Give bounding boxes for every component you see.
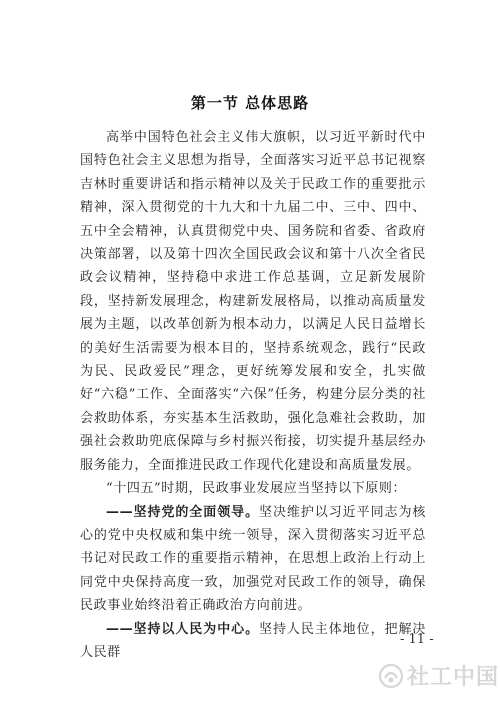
principle-heading: ——坚持以人民为中心。	[106, 621, 260, 637]
paragraph-principle-party-leadership: ——坚持党的全面领导。坚决维护以习近平同志为核心的党中央权威和集中统一领导，深入贯彻落实习近平总书记对民政工作的重要指示精神，在思想上政治上行动上同党中央保持高度一致，加强党对民政工作的领导，确保民政事业始终沿着正确政治方向前进。	[80, 504, 426, 614]
paragraph-guiding-ideology: 高举中国特色社会主义伟大旗帜，以习近平新时代中国特色社会主义思想为指导，全面落实习近平总书记视察吉林时重要讲话和指示精神以及关于民政工作的重要批示精神，深入贯彻党的十九大和十九届二中、三中、四中、五中全会精神，认真贯彻党中央、国务院和省委、省政府决策部署，以及第十四次全国民政会议和第十八次全省民政会议精神，坚持稳中求进工作总基调，立足新发展阶段，坚持新发展理念，构建新发展格局，以推动高质量发展为主题，以改革创新为根本动力，以满足人民日益增长的美好生活需要为根本目的，坚持系统观念，践行“民政为民、民政爱民”理念，更好统筹发展和安全，扎实做好“六稳”工作、全面落实“六保”任务，构建分层分类的社会救助体系，夯实基本生活救助，强化急难社会救助，加强社会救助兜底保障与乡村振兴衔接，切实提升基层经办服务能力，全面推进民政工作现代化建设和高质量发展。	[80, 130, 426, 473]
section-title: 第一节 总体思路	[190, 94, 310, 112]
principle-heading: ——坚持党的全面领导。	[106, 504, 260, 520]
page-number: - 11 -	[400, 632, 434, 647]
watermark	[378, 660, 499, 691]
social-work-logo-icon	[378, 663, 404, 689]
watermark-text: 社工中国	[407, 665, 500, 690]
body-text	[80, 126, 426, 664]
paragraph-principles-intro: “十四五”时期，民政事业发展应当坚持以下原则：	[106, 481, 407, 497]
paragraph-principle-people-centered: ——坚持以人民为中心。坚持人民主体地位，把解决人民群	[80, 621, 426, 660]
